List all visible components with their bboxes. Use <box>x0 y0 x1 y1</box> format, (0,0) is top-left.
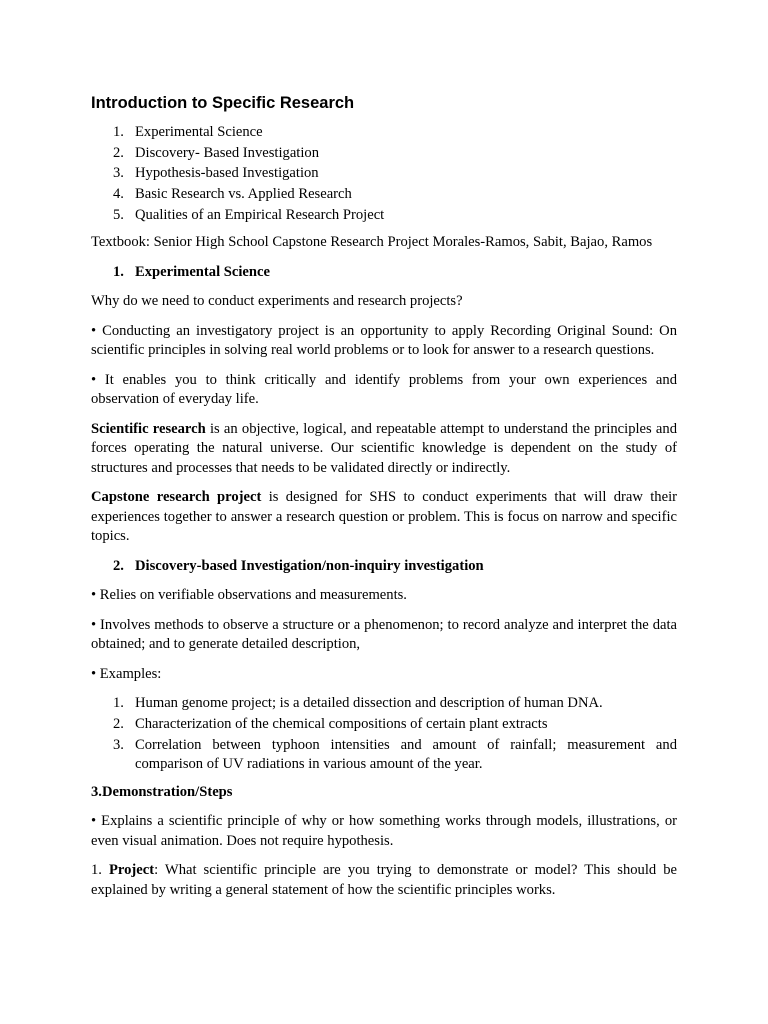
list-text: Discovery- Based Investigation <box>135 144 319 161</box>
list-item <box>91 123 677 143</box>
textbook-reference: Textbook: Senior High School Capstone Research Project Morales-Ramos, Sabit, Bajao, Ramos <box>91 234 653 251</box>
list-text: Qualities of an Empirical Research Project <box>135 206 385 223</box>
list-item <box>91 164 677 184</box>
list-item <box>91 185 677 205</box>
term-project: Project <box>108 862 155 879</box>
document-page <box>91 92 677 910</box>
section-number: 2. <box>113 557 124 574</box>
list-item <box>91 144 677 164</box>
term-capstone-research-project: Capstone research project <box>91 489 262 506</box>
list-number: 1. <box>113 695 124 712</box>
page-title: Introduction to Specific Research <box>91 94 355 112</box>
scientific-research-paragraph <box>91 420 677 479</box>
list-number: 4. <box>113 186 124 203</box>
list-text: Characterization of the chemical compositions of certain plant extracts <box>135 715 548 732</box>
definition-text: is an objective, logical, and repeatable attempt to understand the principles and forces operating the natural universe. Our scientific knowledge is dependent on the study of structures and processes that needs to be validated directly or indirectly. <box>91 420 678 476</box>
question-paragraph: Why do we need to conduct experiments and research projects? <box>91 293 463 310</box>
section-heading-demonstration: 3.Demonstration/Steps <box>91 783 233 800</box>
list-text: Correlation between typhoon intensities and amount of rainfall; measurement and comparison of UV radiations in various amount of the year. <box>135 736 677 773</box>
list-text: Basic Research vs. Applied Research <box>135 186 352 203</box>
list-item <box>91 736 677 775</box>
list-text: Human genome project; is a detailed dissection and description of human DNA. <box>135 695 603 712</box>
list-number: 5. <box>113 206 124 223</box>
definition-text: : What scientific principle are you trying to demonstrate or model? This should be explained by writing a general statement of how the scientific principles works. <box>91 862 677 898</box>
bullet-paragraph: • Involves methods to observe a structure or a phenomenon; to record analyze and interpret the data obtained; and to generate detailed description, <box>91 616 677 653</box>
section-heading-discovery-based <box>91 557 677 577</box>
section-heading-text: Discovery-based Investigation/non-inquiry investigation <box>135 557 484 574</box>
term-scientific-research: Scientific research <box>91 420 206 437</box>
capstone-paragraph <box>91 488 677 547</box>
examples-label: • Examples: <box>91 665 162 682</box>
list-number: 1. <box>113 124 124 140</box>
section-number: 1. <box>113 263 124 280</box>
list-text: Experimental Science <box>135 124 263 140</box>
list-number: 3. <box>113 165 124 182</box>
bullet-paragraph: • Explains a scientific principle of why or how something works through models, illustrations, or even visual animation. Does not require hypothesis. <box>91 813 677 849</box>
list-number: 2. <box>113 144 124 161</box>
project-number: 1. <box>91 862 109 879</box>
section-heading-text: Experimental Science <box>135 263 270 280</box>
list-number: 3. <box>113 736 124 753</box>
project-paragraph <box>91 861 677 900</box>
bullet-paragraph: • Relies on verifiable observations and measurements. <box>91 587 407 604</box>
bullet-paragraph: • It enables you to think critically and identify problems from your own experiences and observation of everyday life. <box>91 371 677 408</box>
section-heading-experimental-science <box>91 263 677 283</box>
outline-list <box>91 123 677 225</box>
examples-list <box>91 694 677 774</box>
list-item <box>91 694 677 714</box>
list-item <box>91 715 677 735</box>
list-item <box>91 206 677 226</box>
list-number: 2. <box>113 715 124 732</box>
list-text: Hypothesis-based Investigation <box>135 165 319 182</box>
bullet-paragraph: • Conducting an investigatory project is an opportunity to apply Recording Original Sound: On scientific principles in solving real world problems or to look for answer to a research questions. <box>91 322 677 359</box>
definition-text: is designed for SHS to conduct experiments that will draw their experiences together to answer a research question or problem. This is focus on narrow and specific topics. <box>91 489 677 545</box>
